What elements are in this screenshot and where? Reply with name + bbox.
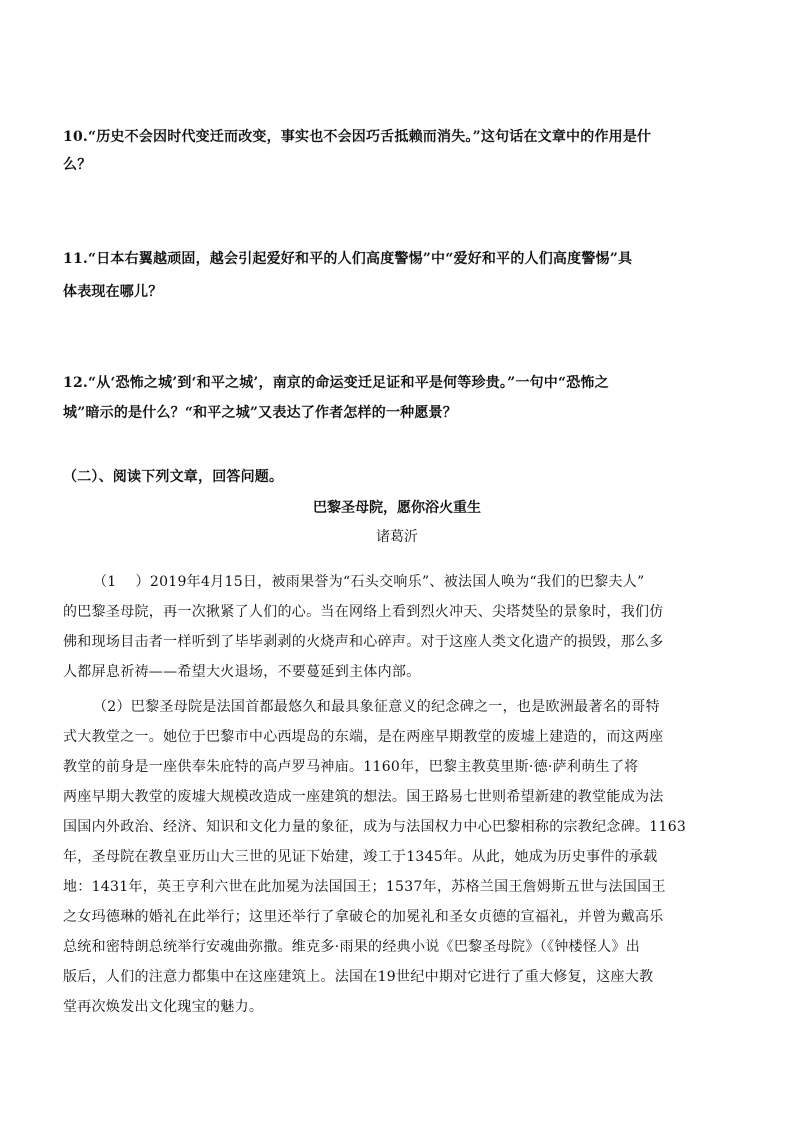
paragraph-2-line: 式大教堂之一。她位于巴黎市中心西堤岛的东端，是在两座早期教堂的废墟上建造的，而这两座 <box>63 729 664 745</box>
paragraph-2-line: 国国内外政治、经济、知识和文化力量的象征，成为与法国权力中心巴黎相称的宗教纪念碑。1163 <box>63 819 687 835</box>
paragraph-2-line: （2）巴黎圣母院是法国首都最悠久和最具象征意义的纪念碑之一，也是欧洲最著名的哥特 <box>93 699 660 715</box>
question-12-line-1: 12.“从‘恐怖之城’到‘和平之城’，南京的命运变迁足证和平是何等珍贵。”一句中“恐怖之 <box>63 375 609 391</box>
section-heading: （二）、阅读下列文章，回答问题。 <box>63 469 284 485</box>
paragraph-2-line: 堂再次焕发出文化瑰宝的魅力。 <box>63 999 264 1015</box>
paragraph-1-line: 的巴黎圣母院，再一次揪紧了人们的心。当在网络上看到烈火冲天、尖塔焚坠的景象时，我们仿 <box>63 604 664 620</box>
paragraph-1-line: 佛和现场目击者一样听到了毕毕剥剥的火烧声和心碎声。对于这座人类文化遗产的损毁，那么多 <box>63 634 664 650</box>
paragraph-2-line: 两座早期大教堂的废墟大规模改造成一座建筑的想法。国王路易七世则希望新建的教堂能成为法 <box>63 789 664 805</box>
question-10-line-2: 么？ <box>63 157 92 173</box>
article-title: 巴黎圣母院，愿你浴火重生 <box>313 500 481 516</box>
paragraph-1-line: （1 ）2019年4月15日，被雨果誉为“石头交响乐”、被法国人唤为“我们的巴黎夫人” <box>93 574 645 590</box>
paragraph-2-line: 教堂的前身是一座供奉朱庇特的高卢罗马神庙。1160年，巴黎主教莫里斯·德·萨利萌生了将 <box>63 759 639 775</box>
paragraph-2-line: 版后，人们的注意力都集中在这座建筑上。法国在19世纪中期对它进行了重大修复，这座大教 <box>63 969 654 985</box>
question-12-line-2: 城”暗示的是什么？“和平之城”又表达了作者怎样的一种愿景？ <box>63 405 457 421</box>
question-10-line-1: 10.“历史不会因时代变迁而改变，事实也不会因巧舌抵赖而消失。”这句话在文章中的作用是什 <box>63 129 652 145</box>
question-11-line-2: 体表现在哪儿？ <box>63 284 163 300</box>
question-11-line-1: 11.“日本右翼越顽固，越会引起爱好和平的人们高度警惕”中“爱好和平的人们高度警惕”具 <box>63 251 633 267</box>
paragraph-2-line: 地：1431年，英王亨利六世在此加冕为法国国王；1537年，苏格兰国王詹姆斯五世与法国国王 <box>63 879 666 895</box>
paragraph-2-line: 总统和密特朗总统举行安魂曲弥撒。维克多·雨果的经典小说《巴黎圣母院》（《钟楼怪人》出 <box>63 939 641 955</box>
paragraph-2-line: 之女玛德琳的婚礼在此举行；这里还举行了拿破仑的加冕礼和圣女贞德的宣福礼，并曾为戴高乐 <box>63 909 664 925</box>
paragraph-1-line: 人都屏息祈祷——希望大火退场，不要蔓延到主体内部。 <box>63 664 421 680</box>
article-author: 诸葛沂 <box>376 529 418 545</box>
paragraph-2-line: 年，圣母院在教皇亚历山大三世的见证下始建，竣工于1345年。从此，她成为历史事件的承载 <box>63 849 658 865</box>
